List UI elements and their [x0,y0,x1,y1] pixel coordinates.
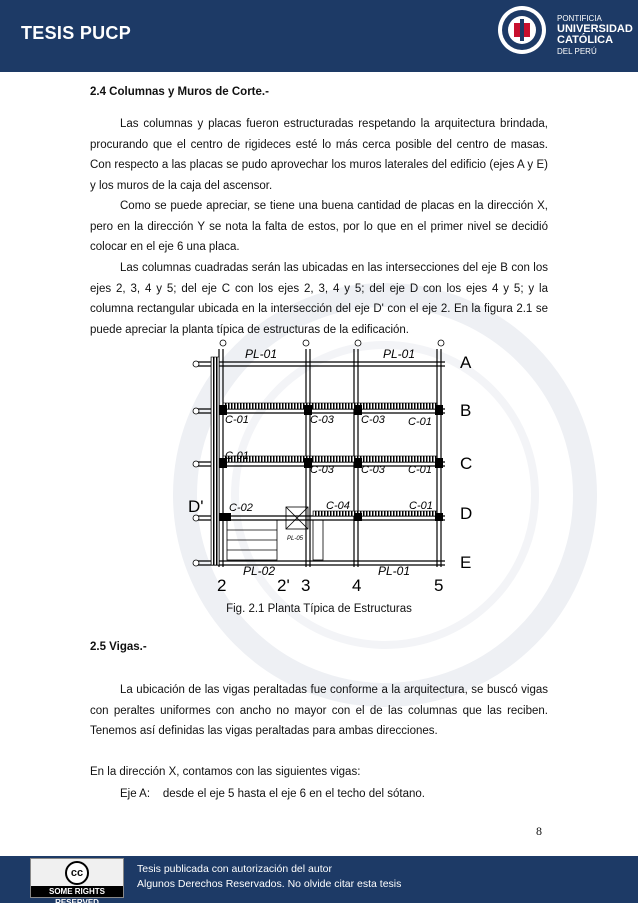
paragraph [90,196,548,258]
column-label: C-01 [408,416,432,428]
section-title-columnas: 2.4 Columnas y Muros de Corte.- [90,86,269,98]
footer-line1: Tesis publicada con autorización del autor [137,863,332,875]
uni-line4: DEL PERÚ [557,47,597,56]
axis-label-row: D [460,504,473,523]
paragraph [90,114,548,196]
eje-a-text: desde el eje 5 hasta el eje 6 en el techo del sótano. [162,788,425,800]
axis-label-col: 2' [277,576,290,595]
column-label: C-01 [408,464,432,476]
axis-label-row: C [460,454,473,473]
footer-notice [137,862,401,892]
cc-license-badge [30,858,124,907]
paragraph-text: Las columnas y placas fueron estructuradas respetando la arquitectura brindada, procurando que el centro de rigideces esté lo más cerca posible del centro de masas. Con respecto a las placas se pudo aprovechar los muros laterales del edificio (ejes A y E) y los muros de la caja del ascensor. [90,118,548,192]
uni-line1: PONTIFICIA [557,14,602,23]
plate-label: PL-01 [383,347,416,361]
column-label: C-03 [310,414,334,426]
column-label: C-03 [361,414,385,426]
column-label: C-02 [229,502,253,514]
column-label: C-01 [409,500,433,512]
column-label: C-03 [361,464,385,476]
axis-label-row: E [460,553,472,572]
column-label: C-01 [225,450,249,462]
paragraph-text: La ubicación de las vigas peraltadas fue conforme a la arquitectura, se buscó vigas con peraltes uniformes con ancho no mayor con el de las columnas que las reciben. Tenemos así definidas las vigas peraltadas para ambas direcciones. [90,684,548,738]
section-title-vigas: 2.5 Vigas.- [90,641,147,653]
uni-line2: UNIVERSIDAD [557,23,633,35]
page-number: 8 [536,824,542,838]
axis-label-dprime: D' [188,497,204,516]
cc-icon: cc [65,861,89,885]
eje-a-line [90,784,548,805]
uni-line3: CATÓLICA [557,34,614,46]
axis-label-col: 4 [352,576,362,595]
university-name [557,13,633,57]
header-bar [0,0,638,72]
figure-caption: Fig. 2.1 Planta Típica de Estructuras [226,603,412,615]
eje-a-label: Eje A: [120,788,151,800]
paragraph [90,680,548,742]
structural-plan-figure [183,335,483,597]
axis-label-col: 5 [434,576,444,595]
axis-label-row: B [460,401,472,420]
plate-label: PL-01 [378,564,411,578]
axis-label-col: 3 [301,576,311,595]
column-label: C-01 [225,414,249,426]
paragraph-text: Como se puede apreciar, se tiene una buena cantidad de placas en la dirección X, pero en la dirección Y se nota la falta de estos, por lo que en el primer nivel se decidió colocar en el eje 6 una placa. [90,200,548,254]
header-title: TESIS PUCP [21,23,132,43]
cc-rights-text: SOME RIGHTS RESERVED [31,886,123,897]
paragraph: En la dirección X, contamos con las siguientes vigas: [90,766,361,778]
axis-label-col: 2 [217,576,227,595]
column-label: C-04 [326,500,350,512]
footer-line2: Algunos Derechos Reservados. No olvide citar esta tesis [137,878,402,890]
plate-label: PL-01 [245,347,278,361]
column-label: C-03 [310,464,334,476]
axis-label-row: A [460,353,472,372]
university-seal-icon [497,5,547,55]
paragraph-text: Las columnas cuadradas serán las ubicadas en las intersecciones del eje B con los ejes 2, 3, 4 y 5; del eje C con los ejes 2, 3, 4 y 5; del eje D con los ejes 4 y 5; y la columna rectangular ubicada en la intersección del eje D' con el eje 2. En la figura 2.1 se puede apreciar la planta típica de estructuras de la edificación. [90,262,548,336]
plate-label: PL-05 [287,536,304,542]
paragraph [90,258,548,340]
plate-label: PL-02 [243,564,276,578]
